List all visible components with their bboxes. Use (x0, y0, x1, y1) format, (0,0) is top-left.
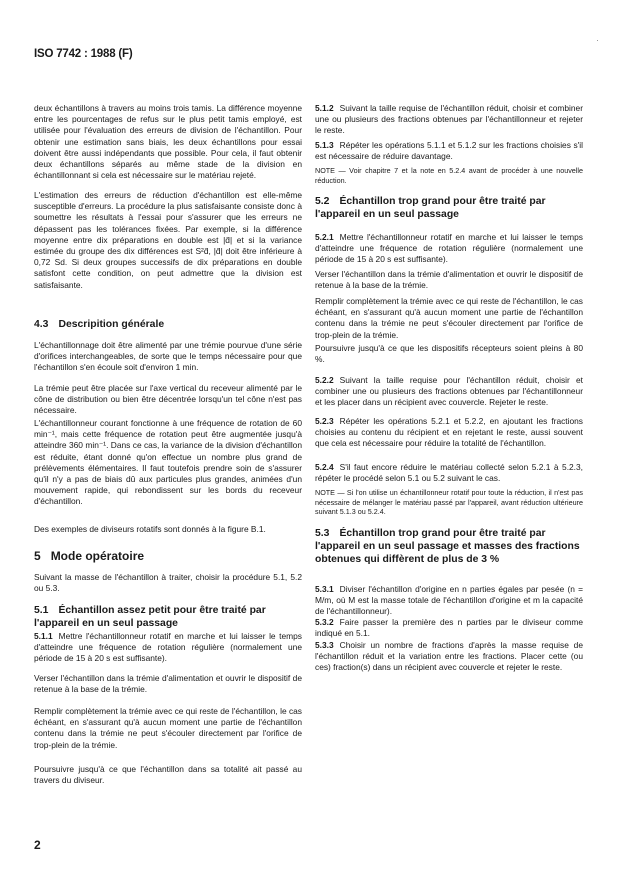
text: Descripition générale (58, 319, 165, 330)
clause-number: 5.2.3 (315, 416, 334, 426)
clause-number: 5.3.1 (315, 584, 334, 594)
text: Répéter les opérations 5.2.1 et 5.2.2, en ajoutant les fractions choisies au contenu du récipient et en rejetant le reste, aussi souvent que cela est nécessaire pour réduire la totalité de l'échantillon. (315, 416, 583, 449)
paragraph (315, 103, 583, 137)
paragraph (315, 416, 583, 450)
section-number: 4.3 (34, 319, 49, 330)
clause-number: 5.3.3 (315, 640, 334, 650)
clause-number: 5.1.2 (315, 103, 334, 113)
text: Échantillon assez petit pour être traité par l'appareil en un seul passage (34, 605, 266, 629)
section-heading (315, 527, 583, 566)
text: NOTE — Si l'on utilise un échantillonneur rotatif pour toute la réduction, il n'est pas nécessaire de mélanger le matériau passé par l'appareil, avant réduction ultérieure suivant 5.1.3 ou 5.2.4. (315, 488, 583, 517)
section-heading (34, 549, 302, 563)
section-number: 5.2 (315, 196, 330, 207)
text: S'il faut encore réduire le matériau collecté selon 5.2.1 à 5.2.3, répéter le procédé selon 5.1 ou 5.2 suivant le cas. (315, 462, 583, 484)
paragraph (34, 190, 302, 291)
text: L'estimation des erreurs de réduction d'échantillon est elle-même susceptible d'erreurs. La procédure la plus satisfaisante consiste donc à soumettre les résultats à l'essai pour s'assurer que les erreurs ne dépassent pas les tolérances fixées. Par exemple, si la différence moyenne entre dix préparations en double est |d̄| et si la variance estimée du groupe des dix différences est S²d̄, |d̄| doit être inférieure à 0,72 Sd. Si deux groupes successifs de dix préparations en double satisfont cette condition, on peut admettre que la division est satisfaisante. (34, 190, 302, 290)
paragraph (315, 462, 583, 484)
text: La trémie peut être placée sur l'axe vertical du receveur alimenté par le cône de distribution ou bien être décentrée lorsqu'un tel cône n'est pas nécessaire. (34, 383, 302, 416)
paragraph (34, 673, 302, 695)
paragraph (34, 103, 302, 181)
clause-number: 5.2.4 (315, 462, 334, 472)
text: Remplir complètement la trémie avec ce qui reste de l'échantillon, le cas échéant, en s'assurant qu'à aucun moment une partie de l'échantillon contenu dans la trémie ne peut s'écouler directement par l'orifice de trop-plein de la trémie. (315, 296, 583, 340)
paragraph (315, 375, 583, 409)
paragraph (34, 764, 302, 786)
note (315, 488, 583, 517)
paragraph (34, 524, 302, 535)
clause-number: 5.3.2 (315, 617, 334, 627)
text: Remplir complètement la trémie avec ce qui reste de l'échantillon, le cas échéant, en s'assurant qu'à aucun moment une partie de l'échantillon contenu dans la trémie ne peut s'écouler directement par l'orifice de trop-plein de la trémie. (34, 706, 302, 750)
document-header: ISO 7742 : 1988 (F) (34, 48, 133, 60)
paragraph (34, 418, 302, 508)
text: deux échantillons à travers au moins trois tamis. La différence moyenne entre les pourcentages de refus sur le plus petit tamis employé, est utilisée pour l'évaluation des erreurs de division de l'échantillon. Pour obtenir une estimation sans biais, les deux échantillons pour essai doivent être aussi indépendants que possible. Pour cela, il faut obtenir deux échantillons séparés au même stade de la division en échantillonnant si cela est nécessaire sur le matériau rejeté. (34, 103, 302, 181)
text: Suivant la masse de l'échantillon à traiter, choisir la procédure 5.1, 5.2 ou 5.3. (34, 572, 302, 594)
text: Faire passer la première des n parties par le diviseur comme indiqué en 5.1. (315, 617, 583, 639)
section-heading (315, 195, 583, 221)
text: Suivant la taille requise de l'échantillon réduit, choisir et combiner une ou plusieurs des fractions obtenues par l'échantillonneur et rejeter le reste. (315, 103, 583, 136)
text: Suivant la taille requise pour l'échantillon réduit, choisir et combiner une ou plusieurs des fractions obtenues par l'échantillonneur et les placer dans un récipient avec couvercle. Rejeter le reste. (315, 375, 583, 408)
paragraph (315, 140, 583, 162)
text: Échantillon trop grand pour être traité par l'appareil en un seul passage et masses des fractions obtenues qui diffèrent de plus de 3 % (315, 528, 580, 565)
text: L'échantillonnage doit être alimenté par une trémie pourvue d'une série d'orifices interchangeables, de sorte que le temps nécessaire pour que l'échantillon s'en écoule soit d'environ 1 min. (34, 340, 302, 373)
clause-number: 5.1.3 (315, 140, 334, 150)
section-number: 5.3 (315, 528, 330, 539)
text: Mettre l'échantillonneur rotatif en marche et lui laisser le temps d'atteindre une fréquence de rotation régulière (normalement une période de 15 à 20 s est suffisante). (34, 631, 302, 664)
text: Verser l'échantillon dans la trémie d'alimentation et ouvrir le dispositif de retenue à la base de la trémie. (34, 673, 302, 695)
text: Poursuivre jusqu'à ce que l'échantillon dans sa totalité ait passé au travers du diviseur. (34, 764, 302, 786)
page-number: 2 (34, 838, 41, 852)
text: Diviser l'échantillon d'origine en n parties égales par pesée (n = M/m, où M est la masse totale de l'échantillon d'origine et m la capacité de l'échantillonneur). (315, 584, 583, 617)
paragraph (315, 343, 583, 365)
paragraph (315, 617, 583, 639)
clause-number: 5.2.1 (315, 232, 334, 242)
text: Choisir un nombre de fractions d'après la masse requise de l'échantillon réduit et la variation entre les fractions. Placer cette (ou ces) fraction(s) dans un récipient avec couvercle et rejeter le reste. (315, 640, 583, 673)
paragraph (315, 584, 583, 618)
text: Répéter les opérations 5.1.1 et 5.1.2 sur les fractions choisies s'il est nécessaire de réduire davantage. (315, 140, 583, 162)
paragraph (315, 232, 583, 266)
clause-number: 5.1.1 (34, 631, 53, 641)
section-number: 5 (34, 549, 41, 563)
paragraph (34, 706, 302, 751)
clause-number: 5.2.2 (315, 375, 334, 385)
text: L'échantillonneur courant fonctionne à une fréquence de rotation de 60 min⁻¹, mais cette fréquence de rotation peut être augmentée jusqu'à atteindre 360 min⁻¹. Dans ce cas, la variance de la division d'échantillon est réduite, étant donné qu'on effectue un nombre plus grand de prélèvements élémentaires. Il faut toutefois prendre soin de s'assurer qu'il n'y a pas de biais dû aux particules plus grandes, animées d'un mouvement rapide, qui rebondissent sur les bords du receveur d'échantillon. (34, 418, 302, 507)
text: Verser l'échantillon dans la trémie d'alimentation et ouvrir le dispositif de retenue à la base de la trémie. (315, 269, 583, 291)
text: Mettre l'échantillonneur rotatif en marche et lui laisser le temps d'atteindre une fréquence de rotation régulière (normalement une période de 15 à 20 s est suffisante). (315, 232, 583, 265)
paragraph (34, 631, 302, 665)
text: Échantillon trop grand pour être traité par l'appareil en un seul passage (315, 196, 546, 220)
paragraph (315, 640, 583, 674)
paragraph (34, 340, 302, 374)
section-number: 5.1 (34, 605, 49, 616)
scan-speck (597, 40, 598, 41)
text: Mode opératoire (50, 549, 145, 563)
paragraph (34, 572, 302, 594)
paragraph (315, 269, 583, 291)
text: NOTE — Voir chapitre 7 et la note en 5.2.4 avant de procéder à une nouvelle réduction. (315, 166, 583, 185)
text: Poursuivre jusqu'à ce que les dispositifs récepteurs soient pleins à 80 %. (315, 343, 583, 365)
text: Des exemples de diviseurs rotatifs sont donnés à la figure B.1. (34, 524, 266, 534)
note (315, 166, 583, 185)
section-heading (34, 318, 302, 331)
section-heading (34, 604, 302, 630)
paragraph (315, 296, 583, 341)
paragraph (34, 383, 302, 417)
